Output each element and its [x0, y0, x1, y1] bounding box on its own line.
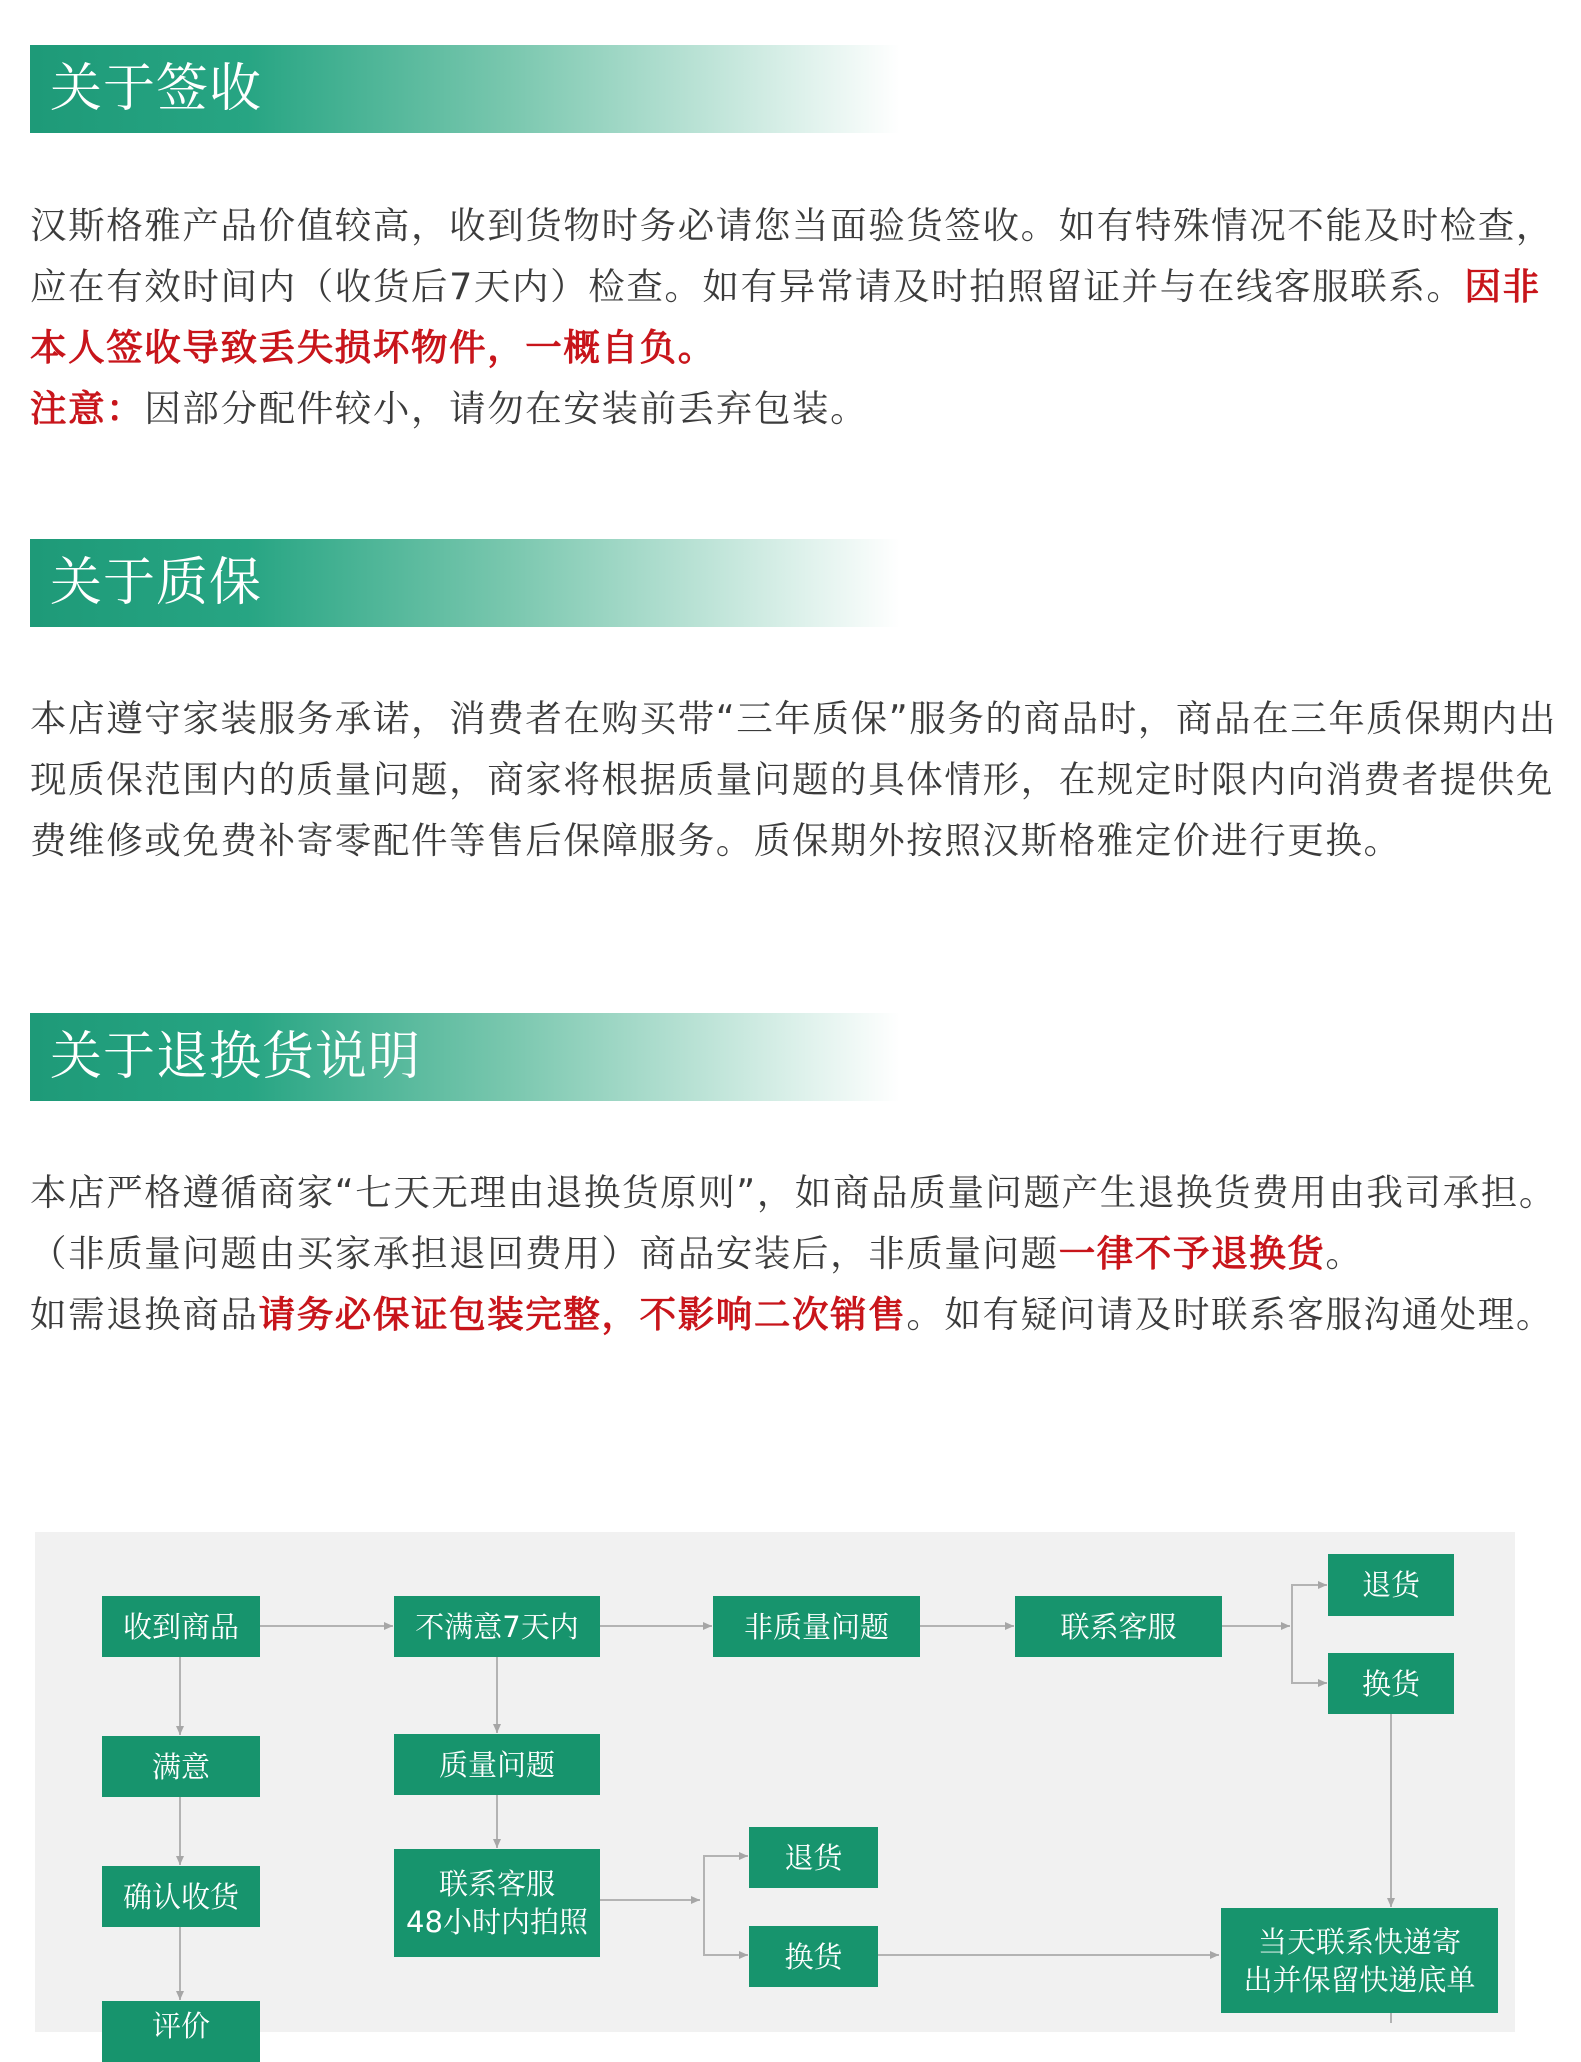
flow-box-unsatisfied-7days: 不满意7天内: [394, 1596, 600, 1657]
flow-box-quality-issue: 质量问题: [394, 1734, 600, 1795]
flow-box-return-top: 退货: [1328, 1554, 1454, 1616]
section-title-signing: 关于签收: [50, 59, 263, 119]
flow-box-exchange-mid: 换货: [749, 1926, 878, 1987]
flow-box-contact-service: 联系客服: [1015, 1596, 1222, 1657]
returns-no-exchange: 一律不予退换货: [1058, 1232, 1326, 1275]
flow-box-receive: 收到商品: [102, 1596, 260, 1657]
returns-text-2: 如需退换商品: [30, 1293, 259, 1336]
flow-box-confirm-receipt: 确认收货: [102, 1866, 260, 1927]
signing-text: 汉斯格雅产品价值较高，收到货物时务必请您当面验货签收。如有特殊情况不能及时检查，应在有效时间内（收货后7天内）检查。如有异常请及时拍照留证并与在线客服联系。: [30, 204, 1554, 308]
flow-box-non-quality: 非质量问题: [713, 1596, 920, 1657]
signing-warning: 因非本人签收导致丢失损坏物件，一概自负: [30, 265, 1541, 369]
signing-warning-end: 。: [677, 326, 716, 369]
flow-box-return-mid: 退货: [749, 1827, 878, 1888]
flow-box-review-partial: 评价: [102, 2001, 260, 2062]
flow-box-satisfied: 满意: [102, 1736, 260, 1797]
flow-box-contact-photo-48h: 联系客服 48小时内拍照: [394, 1849, 600, 1957]
note-text: 因部分配件较小，请勿在安装前丢弃包装。: [144, 387, 869, 430]
flow-box-ship-same-day: 当天联系快递寄 出并保留快递底单: [1221, 1908, 1498, 2013]
flow-box-exchange-top: 换货: [1328, 1653, 1454, 1714]
returns-packaging-warning: 请务必保证包装完整，不影响二次销售: [258, 1293, 907, 1336]
returns-text-end: 。: [1325, 1232, 1364, 1275]
returns-text-2-end: 。如有疑问请及时联系客服沟通处理。: [906, 1293, 1555, 1336]
section-title-warranty: 关于质保: [50, 553, 263, 613]
warranty-text: 本店遵守家装服务承诺，消费者在购买带“三年质保”服务的商品时，商品在三年质保期内出现质保范围内的质量问题，商家将根据质量问题的具体情形，在规定时限内向消费者提供免费维修或免费补寄零配件等售后保障服务。质保期外按照汉斯格雅定价进行更换。: [30, 697, 1557, 862]
returns-text: 本店严格遵循商家“七天无理由退换货原则”，如商品质量问题产生退换货费用由我司承担。（非质量问题由买家承担退回费用）商品安装后，非质量问题: [30, 1171, 1557, 1275]
note-label: 注意：: [30, 387, 145, 430]
section-title-returns: 关于退换货说明: [50, 1027, 422, 1087]
